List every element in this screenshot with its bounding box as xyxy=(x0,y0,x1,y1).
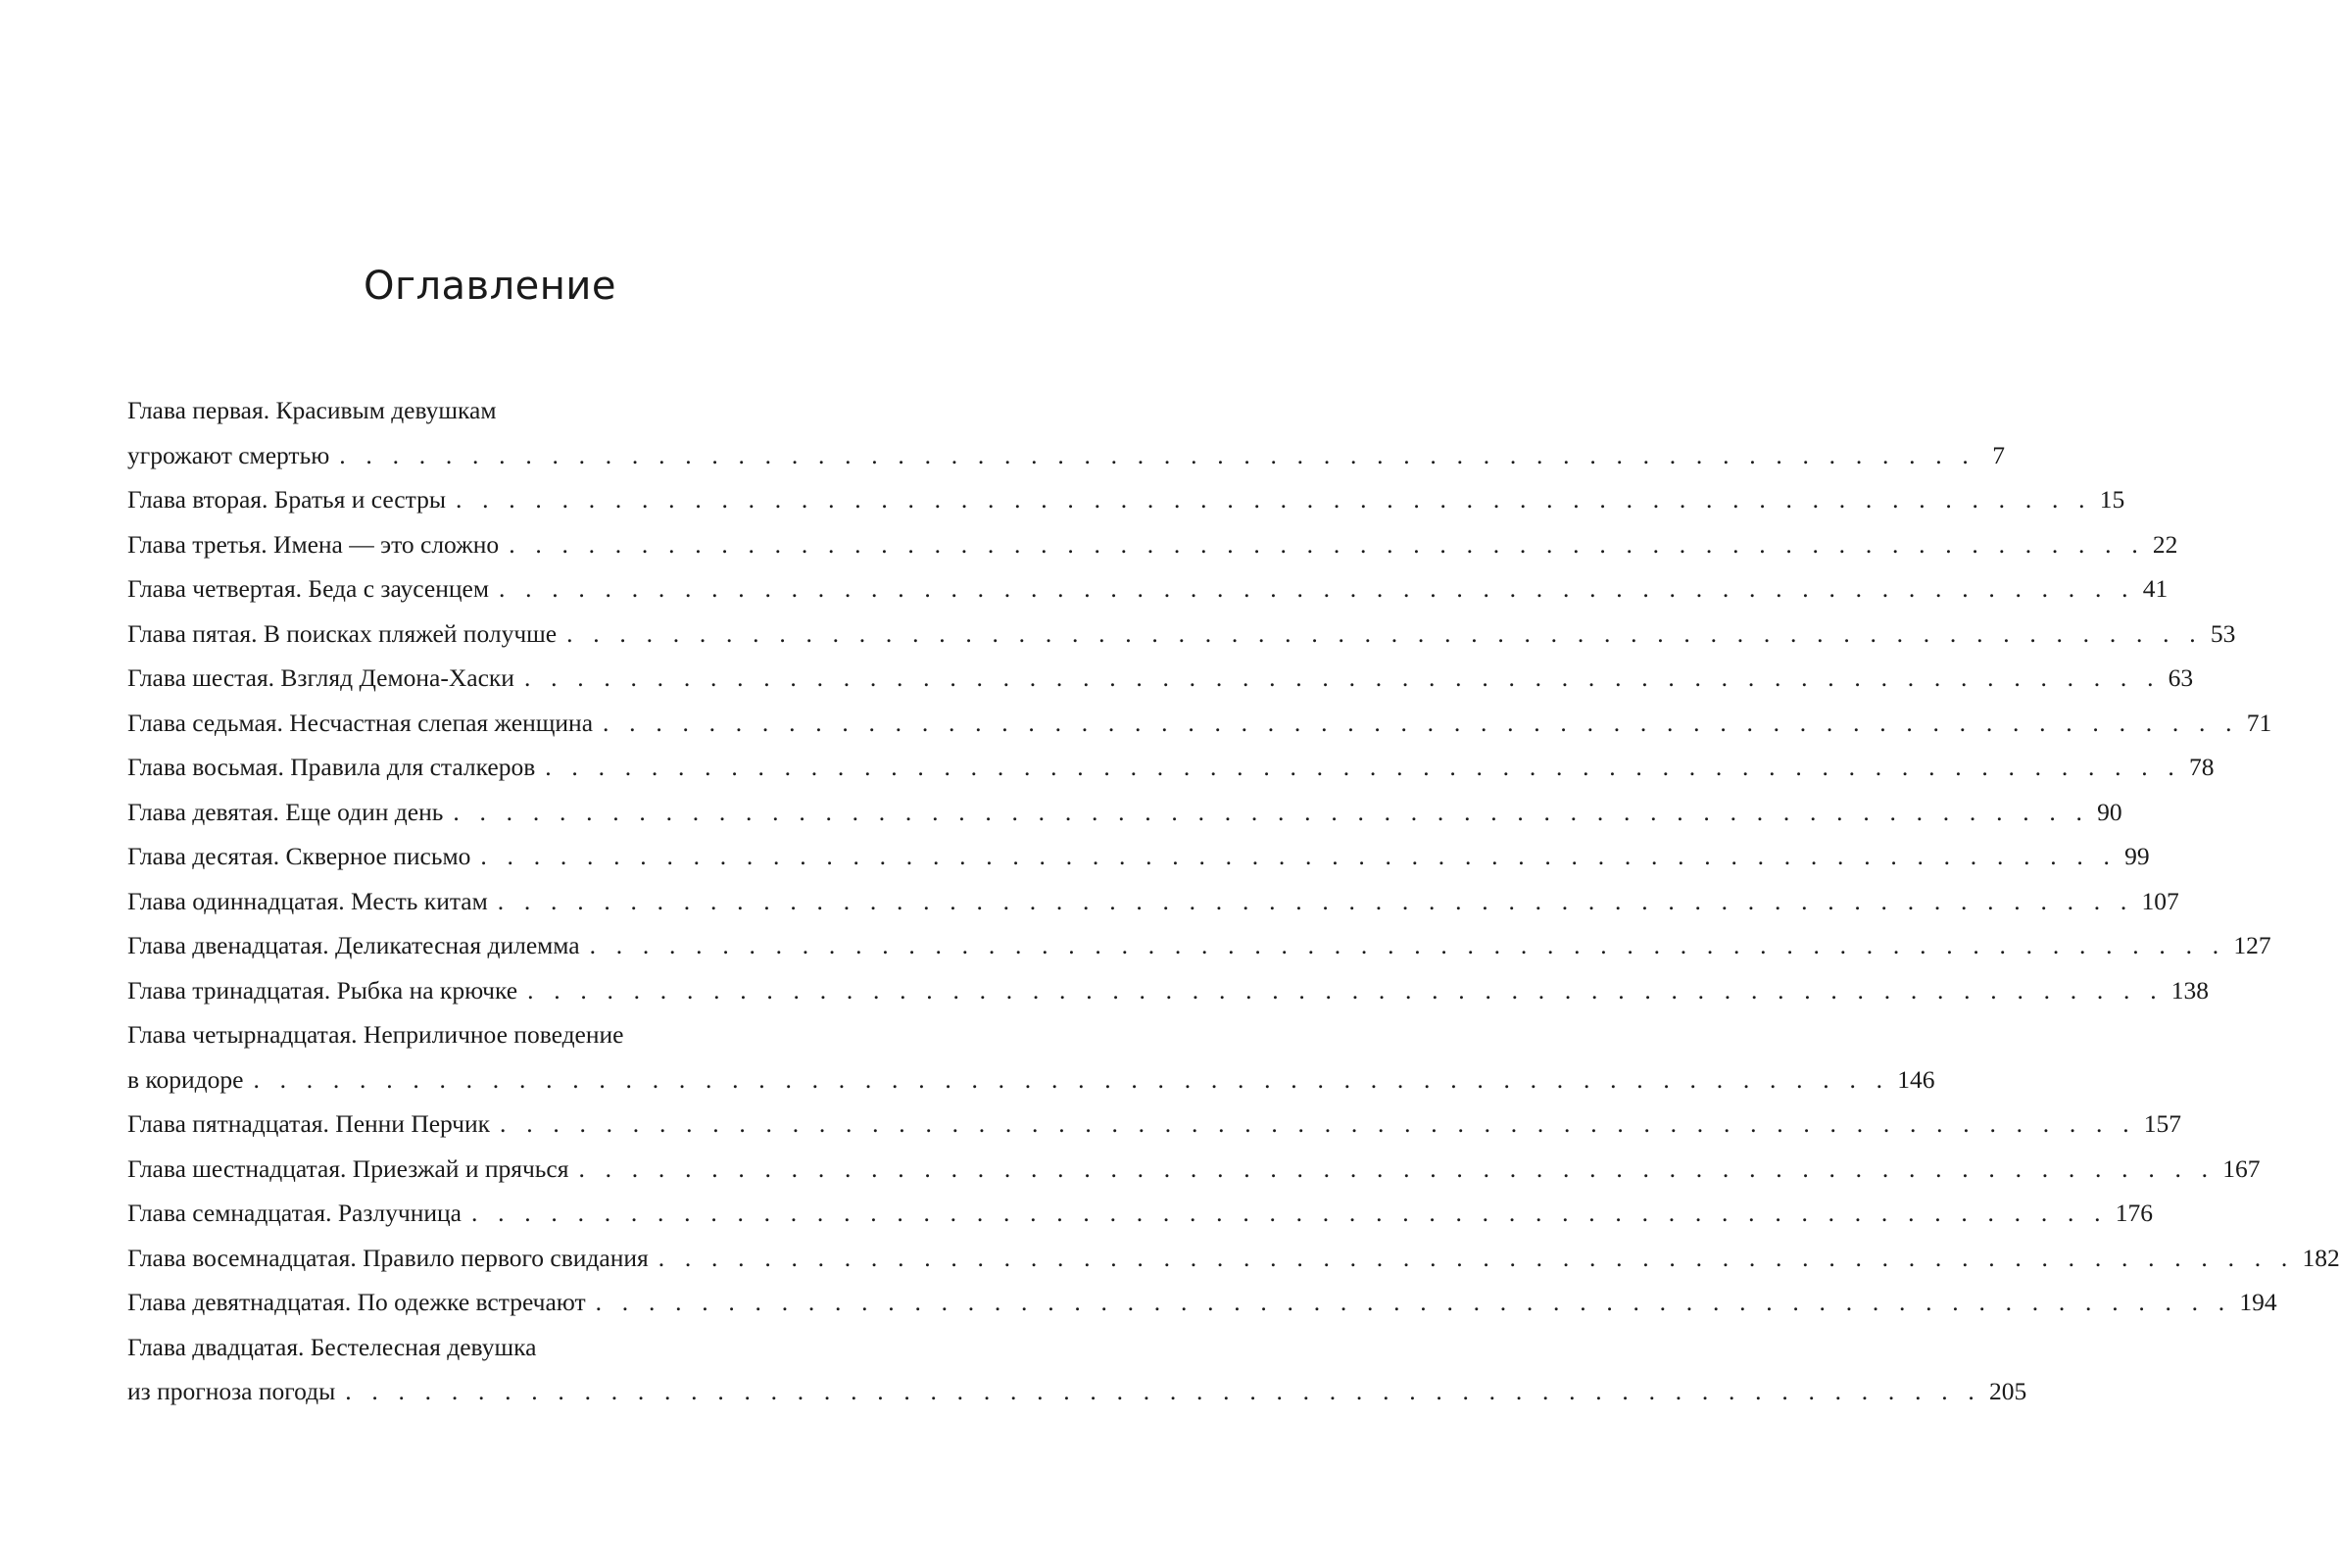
toc-dot-leader: . . . . . . . . . . . . . . . . . . . . . . . . . . . . . . . . . . . . . . . . . . . . . . . . . . . . . . . . . . . . . . xyxy=(453,797,2090,826)
toc-entry-title: Глава седьмая. Несчастная слепая женщина xyxy=(127,708,594,737)
toc-dot-leader: . . . . . . . . . . . . . . . . . . . . . . . . . . . . . . . . . . . . . . . . . . . . . . . . . . . . . . . . . . . . . . xyxy=(455,485,2092,514)
toc-entry[interactable] xyxy=(127,477,2125,522)
toc-entry[interactable] xyxy=(127,834,2150,879)
toc-dot-leader: . . . . . . . . . . . . . . . . . . . . . . . . . . . . . . . . . . . . . . . . . . . . . . . . . . . . . . . . . . . . . . xyxy=(345,1377,1981,1405)
toc-page-number: 146 xyxy=(1897,1064,1935,1094)
toc-entry-title: Глава одиннадцатая. Месть китам xyxy=(127,886,488,915)
toc-dot-leader: . . . . . . . . . . . . . . . . . . . . . . . . . . . . . . . . . . . . . . . . . . . . . . . . . . . . . . . . . . . . . . xyxy=(595,1288,2232,1316)
toc-entry-title: Глава пятая. В поисках пляжей получше xyxy=(127,618,558,648)
toc-entry-title: в коридоре xyxy=(127,1064,244,1094)
toc-page-number: 176 xyxy=(2115,1199,2153,1227)
toc-page-number: 71 xyxy=(2246,708,2272,737)
toc-page-number: 22 xyxy=(2152,529,2178,559)
toc-page-number: 90 xyxy=(2097,797,2122,826)
toc-page-number: 41 xyxy=(2142,574,2169,603)
toc-dot-leader: . . . . . . . . . . . . . . . . . . . . . . . . . . . . . . . . . . . . . . . . . . . . . . . . . . . . . . . . . . . . . . xyxy=(658,1243,2295,1272)
toc-entry-title: Глава двенадцатая. Деликатесная дилемма xyxy=(127,931,580,959)
toc-entry-title-line1: Глава двадцатая. Бестелесная девушка xyxy=(127,1332,537,1361)
toc-entry-title: Глава вторая. Братья и сестры xyxy=(127,485,446,514)
toc-entry-title: Глава девятая. Еще один день xyxy=(127,797,444,826)
toc-entry[interactable] xyxy=(127,1191,2153,1236)
toc-entry-title: Глава тринадцатая. Рыбка на крючке xyxy=(127,975,518,1004)
toc-entry[interactable] xyxy=(127,1280,2277,1325)
toc-page-number: 182 xyxy=(2302,1243,2340,1272)
toc-page-number: 53 xyxy=(2210,618,2236,648)
toc-dot-leader: . . . . . . . . . . . . . . . . . . . . . . . . . . . . . . . . . . . . . . . . . . . . . . . . . . . . . . . . . . . . . . xyxy=(523,663,2161,692)
toc-entry[interactable] xyxy=(127,745,2215,790)
toc-entry-title-line1: Глава четырнадцатая. Неприличное поведение xyxy=(127,1020,624,1049)
toc-entry[interactable] xyxy=(127,1102,2182,1147)
toc-entry[interactable] xyxy=(127,522,2178,567)
toc-dot-leader: . . . . . . . . . . . . . . . . . . . . . . . . . . . . . . . . . . . . . . . . . . . . . . . . . . . . . . . . . . . . . . xyxy=(498,574,2135,603)
toc-entry[interactable] xyxy=(127,1236,2340,1281)
toc-dot-leader: . . . . . . . . . . . . . . . . . . . . . . . . . . . . . . . . . . . . . . . . . . . . . . . . . . . . . . . . . . . . . . xyxy=(509,529,2145,559)
toc-dot-leader: . . . . . . . . . . . . . . . . . . . . . . . . . . . . . . . . . . . . . . . . . . . . . . . . . . . . . . . . . . . . . . xyxy=(470,1199,2108,1227)
toc-entry-title: Глава десятая. Скверное письмо xyxy=(127,842,471,870)
toc-page-number: 167 xyxy=(2222,1153,2261,1183)
toc-page-number: 194 xyxy=(2239,1288,2277,1316)
toc-entry-title: Глава пятнадцатая. Пенни Перчик xyxy=(127,1109,491,1138)
toc-page-number: 78 xyxy=(2189,753,2215,781)
toc-entry-title: Глава восемнадцатая. Правило первого свидания xyxy=(127,1243,649,1272)
toc-page-number: 63 xyxy=(2168,663,2194,692)
toc-entry-title: Глава семнадцатая. Разлучница xyxy=(127,1199,462,1227)
toc-page-number: 99 xyxy=(2124,842,2150,870)
page-title: Оглавление xyxy=(363,264,617,309)
toc-entry-title: Глава шестнадцатая. Приезжай и прячься xyxy=(127,1153,569,1183)
toc-page-number: 107 xyxy=(2141,886,2179,915)
toc-dot-leader: . . . . . . . . . . . . . . . . . . . . . . . . . . . . . . . . . . . . . . . . . . . . . . . . . . . . . . . . . . . . . . xyxy=(480,842,2118,870)
toc-entry[interactable] xyxy=(127,1147,2261,1192)
toc-dot-leader: . . . . . . . . . . . . . . . . . . . . . . . . . . . . . . . . . . . . . . . . . . . . . . . . . . . . . . . . . . . . . . xyxy=(589,931,2226,959)
toc-dot-leader: . . . . . . . . . . . . . . . . . . . . . . . . . . . . . . . . . . . . . . . . . . . . . . . . . . . . . . . . . . . . . . xyxy=(527,975,2164,1004)
toc-entry-title: угрожают смертью xyxy=(127,440,330,469)
toc-dot-leader: . . . . . . . . . . . . . . . . . . . . . . . . . . . . . . . . . . . . . . . . . . . . . . . . . . . . . . . . . . . . . . xyxy=(545,753,2182,781)
toc-entry-title: Глава девятнадцатая. По одежке встречают xyxy=(127,1288,586,1316)
toc-entry[interactable] xyxy=(127,1012,1935,1102)
toc-dot-leader: . . . . . . . . . . . . . . . . . . . . . . . . . . . . . . . . . . . . . . . . . . . . . . . . . . . . . . . . . . . . . . xyxy=(253,1064,1890,1094)
toc-dot-leader: . . . . . . . . . . . . . . . . . . . . . . . . . . . . . . . . . . . . . . . . . . . . . . . . . . . . . . . . . . . . . . xyxy=(497,886,2134,915)
toc-entry-title: Глава шестая. Взгляд Демона-Хаски xyxy=(127,663,514,692)
toc-entry-title: Глава третья. Имена — это сложно xyxy=(127,529,500,559)
toc-page-number: 205 xyxy=(1988,1377,2027,1405)
toc-page-number: 157 xyxy=(2143,1109,2182,1138)
toc-dot-leader: . . . . . . . . . . . . . . . . . . . . . . . . . . . . . . . . . . . . . . . . . . . . . . . . . . . . . . . . . . . . . . xyxy=(566,618,2203,648)
toc-entry-title: Глава восьмая. Правила для сталкеров xyxy=(127,753,536,781)
toc-entry[interactable] xyxy=(127,879,2179,924)
toc-entry[interactable] xyxy=(127,656,2194,701)
toc-dot-leader: . . . . . . . . . . . . . . . . . . . . . . . . . . . . . . . . . . . . . . . . . . . . . . . . . . . . . . . . . . . . . . xyxy=(603,708,2239,737)
toc-page-number: 127 xyxy=(2233,931,2271,959)
toc-dot-leader: . . . . . . . . . . . . . . . . . . . . . . . . . . . . . . . . . . . . . . . . . . . . . . . . . . . . . . . . . . . . . . xyxy=(578,1153,2216,1183)
toc-entry[interactable] xyxy=(127,923,2271,968)
toc-page-number: 138 xyxy=(2170,975,2210,1004)
toc-entry[interactable] xyxy=(127,701,2272,746)
table-of-contents xyxy=(127,388,2340,1414)
toc-entry[interactable] xyxy=(127,612,2236,657)
toc-dot-leader: . . . . . . . . . . . . . . . . . . . . . . . . . . . . . . . . . . . . . . . . . . . . . . . . . . . . . . . . . . . . . . xyxy=(500,1109,2136,1138)
toc-entry-title: из прогноза погоды xyxy=(127,1377,336,1405)
toc-entry[interactable] xyxy=(127,388,2005,477)
toc-dot-leader: . . . . . . . . . . . . . . . . . . . . . . . . . . . . . . . . . . . . . . . . . . . . . . . . . . . . . . . . . . . . . . xyxy=(339,440,1975,469)
toc-entry[interactable] xyxy=(127,1325,2027,1414)
toc-page-number: 15 xyxy=(2099,485,2125,514)
toc-entry-title-line1: Глава первая. Красивым девушкам xyxy=(127,396,497,424)
toc-entry-title: Глава четвертая. Беда с заусенцем xyxy=(127,574,489,603)
toc-entry[interactable] xyxy=(127,790,2122,835)
toc-page-number: 7 xyxy=(1992,440,2005,469)
toc-entry[interactable] xyxy=(127,566,2169,612)
toc-entry[interactable] xyxy=(127,968,2210,1013)
